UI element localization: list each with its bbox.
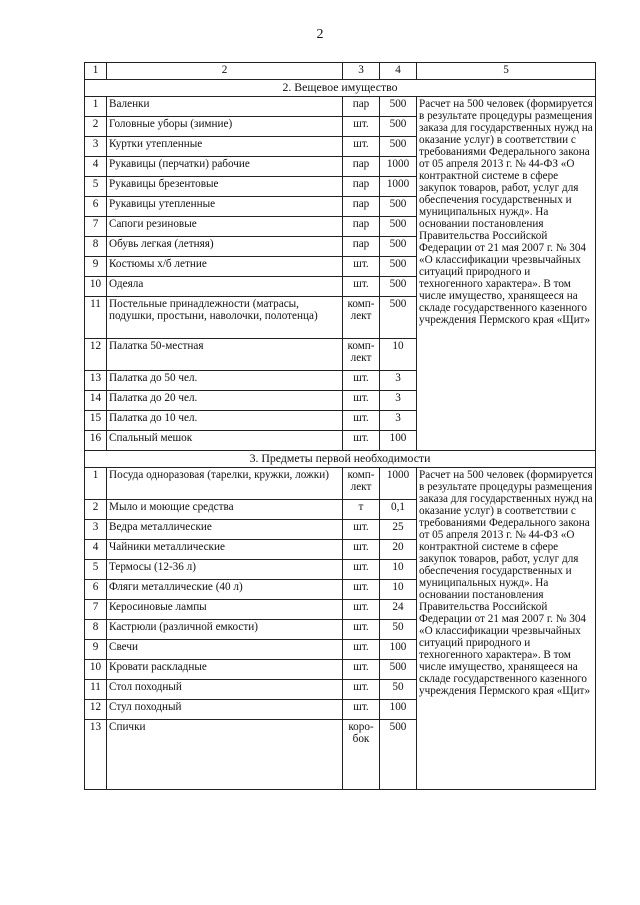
item-name: Мыло и моющие средства — [107, 500, 343, 520]
item-unit: шт. — [343, 277, 380, 297]
row-number: 4 — [85, 540, 107, 560]
item-unit: пар — [343, 197, 380, 217]
section-note: Расчет на 500 человек (формируется в результате процедуры размещения заказа для государственных нужд на оказание услуг) в соответствии с требованиями Федерального закона от 05 апреля 2013 г. № 44-ФЗ «О контрактной системе в сфере закупок товаров, работ, услуг для обеспечения государственных и муниципальных нужд». На основании постановления Правительства Российской Федерации от 21 мая 2007 г. № 304 «О классификации чрезвычайных ситуаций природного и техногенного характера». В том числе имущество, хранящееся на складе государственного казенного учреждения Пермского края «Щит» — [417, 97, 596, 451]
row-number: 3 — [85, 137, 107, 157]
row-number: 9 — [85, 257, 107, 277]
item-quantity: 24 — [380, 600, 417, 620]
row-number: 8 — [85, 620, 107, 640]
table-row — [85, 468, 596, 500]
row-number: 12 — [85, 700, 107, 720]
item-quantity: 500 — [380, 217, 417, 237]
section-note: Расчет на 500 человек (формируется в результате процедуры размещения заказа для государственных нужд на оказание услуг) в соответствии с требованиями Федерального закона от 05 апреля 2013 г. № 44-ФЗ «О контрактной системе в сфере закупок товаров, работ, услуг для обеспечения государственных и муниципальных нужд». На основании постановления Правительства Российской Федерации от 21 мая 2007 г. № 304 «О классификации чрезвычайных ситуаций природного и техногенного характера». В том числе имущество, хранящееся на складе государственного казенного учреждения Пермского края «Щит» — [417, 468, 596, 790]
table-row — [85, 97, 596, 117]
item-name: Керосиновые лампы — [107, 600, 343, 620]
row-number: 13 — [85, 371, 107, 391]
item-unit: пар — [343, 97, 380, 117]
item-quantity: 500 — [380, 277, 417, 297]
item-name: Палатка до 50 чел. — [107, 371, 343, 391]
item-name: Рукавицы утепленные — [107, 197, 343, 217]
row-number: 4 — [85, 157, 107, 177]
item-quantity: 1000 — [380, 468, 417, 500]
column-header-3: 3 — [343, 63, 380, 80]
item-quantity: 10 — [380, 560, 417, 580]
item-quantity: 50 — [380, 620, 417, 640]
item-unit: шт. — [343, 431, 380, 451]
column-header-4: 4 — [380, 63, 417, 80]
section-title-row — [85, 80, 596, 97]
item-name: Головные уборы (зимние) — [107, 117, 343, 137]
item-name: Валенки — [107, 97, 343, 117]
row-number: 13 — [85, 720, 107, 790]
item-unit: шт. — [343, 560, 380, 580]
item-quantity: 3 — [380, 391, 417, 411]
row-number: 7 — [85, 600, 107, 620]
item-quantity: 500 — [380, 197, 417, 217]
item-name: Чайники металлические — [107, 540, 343, 560]
row-number: 5 — [85, 177, 107, 197]
item-unit: шт. — [343, 700, 380, 720]
item-quantity: 100 — [380, 700, 417, 720]
item-quantity: 100 — [380, 431, 417, 451]
item-unit: шт. — [343, 600, 380, 620]
item-unit: шт. — [343, 620, 380, 640]
row-number: 1 — [85, 468, 107, 500]
row-number: 2 — [85, 500, 107, 520]
item-name: Палатка до 20 чел. — [107, 391, 343, 411]
item-quantity: 20 — [380, 540, 417, 560]
item-name: Стол походный — [107, 680, 343, 700]
item-unit: шт. — [343, 640, 380, 660]
row-number: 14 — [85, 391, 107, 411]
row-number: 11 — [85, 680, 107, 700]
item-name: Сапоги резиновые — [107, 217, 343, 237]
item-unit: шт. — [343, 257, 380, 277]
item-name: Рукавицы брезентовые — [107, 177, 343, 197]
item-unit: пар — [343, 157, 380, 177]
item-unit: т — [343, 500, 380, 520]
item-quantity: 500 — [380, 297, 417, 339]
row-number: 1 — [85, 97, 107, 117]
item-name: Костюмы х/б летние — [107, 257, 343, 277]
item-quantity: 10 — [380, 339, 417, 371]
column-header-2: 2 — [107, 63, 343, 80]
item-unit: шт. — [343, 680, 380, 700]
item-name: Кастрюли (различной емкости) — [107, 620, 343, 640]
item-quantity: 0,1 — [380, 500, 417, 520]
item-name: Ведра металлические — [107, 520, 343, 540]
item-unit: коро-бок — [343, 720, 380, 790]
item-name: Фляги металлические (40 л) — [107, 580, 343, 600]
item-unit: шт. — [343, 117, 380, 137]
item-name: Одеяла — [107, 277, 343, 297]
item-name: Термосы (12-36 л) — [107, 560, 343, 580]
item-unit: шт. — [343, 391, 380, 411]
row-number: 6 — [85, 580, 107, 600]
item-unit: шт. — [343, 540, 380, 560]
item-unit: пар — [343, 217, 380, 237]
item-quantity: 500 — [380, 720, 417, 790]
item-unit: комп-лект — [343, 339, 380, 371]
section-title-row — [85, 451, 596, 468]
item-name: Стул походный — [107, 700, 343, 720]
item-name: Рукавицы (перчатки) рабочие — [107, 157, 343, 177]
section-title: 3. Предметы первой необходимости — [85, 451, 596, 468]
supplies-table — [84, 62, 596, 790]
item-name: Кровати раскладные — [107, 660, 343, 680]
column-header-5: 5 — [417, 63, 596, 80]
row-number: 16 — [85, 431, 107, 451]
item-quantity: 500 — [380, 97, 417, 117]
item-quantity: 500 — [380, 257, 417, 277]
item-name: Посуда одноразовая (тарелки, кружки, ложки) — [107, 468, 343, 500]
row-number: 12 — [85, 339, 107, 371]
item-quantity: 10 — [380, 580, 417, 600]
item-quantity: 1000 — [380, 177, 417, 197]
page-number: 2 — [316, 27, 324, 42]
item-unit: пар — [343, 177, 380, 197]
item-name: Куртки утепленные — [107, 137, 343, 157]
item-quantity: 100 — [380, 640, 417, 660]
item-unit: шт. — [343, 371, 380, 391]
item-unit: комп-лект — [343, 468, 380, 500]
row-number: 5 — [85, 560, 107, 580]
item-quantity: 500 — [380, 137, 417, 157]
item-name: Свечи — [107, 640, 343, 660]
item-name: Постельные принадлежности (матрасы, подушки, простыни, наволочки, полотенца) — [107, 297, 343, 339]
item-name: Обувь легкая (летняя) — [107, 237, 343, 257]
item-unit: шт. — [343, 660, 380, 680]
row-number: 2 — [85, 117, 107, 137]
header-row — [85, 63, 596, 80]
row-number: 7 — [85, 217, 107, 237]
item-unit: пар — [343, 237, 380, 257]
row-number: 11 — [85, 297, 107, 339]
row-number: 10 — [85, 277, 107, 297]
row-number: 10 — [85, 660, 107, 680]
item-name: Спальный мешок — [107, 431, 343, 451]
item-quantity: 500 — [380, 117, 417, 137]
item-name: Палатка до 10 чел. — [107, 411, 343, 431]
item-name: Палатка 50-местная — [107, 339, 343, 371]
row-number: 3 — [85, 520, 107, 540]
item-quantity: 25 — [380, 520, 417, 540]
row-number: 15 — [85, 411, 107, 431]
item-unit: шт. — [343, 580, 380, 600]
item-unit: шт. — [343, 411, 380, 431]
row-number: 8 — [85, 237, 107, 257]
row-number: 6 — [85, 197, 107, 217]
item-quantity: 3 — [380, 411, 417, 431]
item-unit: комп-лект — [343, 297, 380, 339]
section-title: 2. Вещевое имущество — [85, 80, 596, 97]
item-unit: шт. — [343, 520, 380, 540]
item-quantity: 3 — [380, 371, 417, 391]
item-quantity: 50 — [380, 680, 417, 700]
item-quantity: 1000 — [380, 157, 417, 177]
item-quantity: 500 — [380, 660, 417, 680]
item-name: Спички — [107, 720, 343, 790]
item-unit: шт. — [343, 137, 380, 157]
item-quantity: 500 — [380, 237, 417, 257]
row-number: 9 — [85, 640, 107, 660]
column-header-1: 1 — [85, 63, 107, 80]
